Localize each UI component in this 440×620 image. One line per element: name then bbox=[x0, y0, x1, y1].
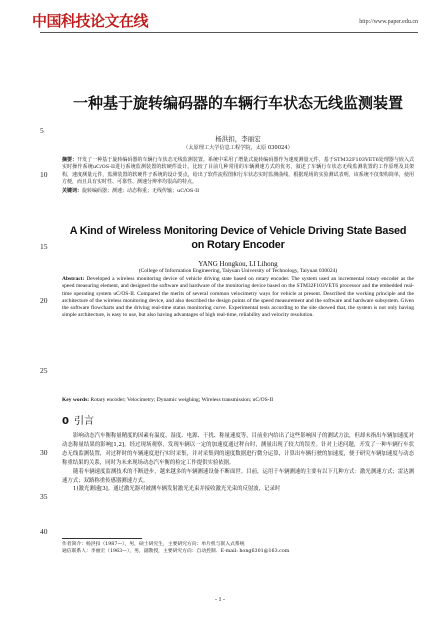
site-url[interactable]: http://www.paper.edu.cn bbox=[359, 19, 418, 25]
journal-logo bbox=[32, 10, 148, 31]
footnote bbox=[62, 541, 414, 555]
section-title: 引言 bbox=[73, 416, 94, 427]
logo-text: 中国科技论文在线 bbox=[32, 12, 149, 30]
line-number: 5 bbox=[40, 126, 44, 135]
line-number: 25 bbox=[40, 366, 48, 375]
page-header bbox=[10, 10, 430, 34]
title-cn: 一种基于旋转编码器的车辆行车状态无线监测装置 bbox=[72, 94, 403, 112]
abstract-en-text: Developed a wireless monitoring device of vehicle driving state based on rotary encoder. The system used an incremental rotary encoder as the speed measuring element, and designed the software and hardware of the monitoring device based on the STM32F103VET6 processor and the embedded real-time operating system uC/OS-II. Compared the merits of several common velocimetry ways for vehicle at present. Described the working principle and the architecture of the wireless monitoring device, and also described the design points of the speed measurement and the software and hardware subsystem. Given the software flowcharts and the driving real-time status monitoring curve. Experimental tests according to the site showed that, the system is not only having simple architecture, is easy to use, but also having advantages of high real-time, reliability and velocity resolution. bbox=[62, 276, 414, 319]
keywords-cn-text: 旋转编码器；测速；动态称重；无线传输；uC/OS-II bbox=[82, 188, 200, 194]
intro-body bbox=[62, 432, 414, 494]
keywords-en bbox=[62, 397, 414, 404]
abstract-cn-label: 摘要： bbox=[62, 157, 78, 163]
line-number: 20 bbox=[40, 296, 48, 305]
header-rule bbox=[40, 32, 418, 33]
body-paragraph: 1)激光测速[3]。通过激光器对被测车辆发射激光光束并接收激光光束的反射波，记录时 bbox=[73, 486, 281, 493]
affiliation-en: (College of Information Engineering, Taiyuan University of Technology, Taiyuan 030024) bbox=[138, 268, 338, 274]
line-number: 30 bbox=[40, 448, 48, 457]
affiliation-cn: （太原理工大学信息工程学院，太原 030024） bbox=[183, 145, 293, 151]
line-number: 35 bbox=[40, 492, 48, 501]
line-number: 10 bbox=[40, 170, 48, 179]
body-paragraph: 影响动态汽车衡称量精度的因素有温度、湿度、电源、干扰、称量速度等，目前业内给出了这些影响因子的测试方法，但却未指出车辆加速度对动态称量结果的影响[1,2]。经过现场观察，发现车辆以一定的加速度通过秤台时，测量出现了较大的误差。针对上述问题，开发了一种车辆行车状态无线监测装置，对过秤时的车辆速度进行实时采集，并对采集到的速度数据进行微分运算，计算出车辆行驶的加速度，便于研究车辆加速度与动态称重结果的关系，同时为未来现场动态汽车衡的检定工作提供实验依据。 bbox=[62, 433, 414, 466]
section-number: 0 bbox=[62, 416, 69, 427]
abstract-en-label: Abstract: bbox=[62, 276, 85, 282]
abstract-en bbox=[62, 276, 414, 320]
authors-en: YANG Hongkou, LI Lihong bbox=[198, 260, 278, 268]
section-heading bbox=[62, 412, 94, 427]
abstract-cn-text: 开发了一种基于旋转编码器的车辆行车状态无线监测装置。系统中采用了增量式旋转编码器作为速度测量元件，基于STM32F103VET6处理器与嵌入式实时操作系统uC/OS-II进行系统监测装置的软硬件设计。比较了目前几种常用的车辆测速方式的优劣，叙述了车辆行车状态无线监测装置的工作原理及其架构，速度测量元件，监测装置的软硬件子系统的设计要点，给出了软件流程图和行车状态实时监测曲线，根据现场的实验测试表明，该系统不仅架构简单，使用方便，而且具有实时性、可靠性、测速分辨率均很高的特点。 bbox=[62, 157, 414, 185]
body-paragraph: 随着车辆速度监测技术的不断进步，越来越多的车辆测速设备不断面世。目前，运用于车辆测速的主要有以下几种方式：激光测速方式；雷达测速方式；双路称重传感器测速方式。 bbox=[62, 468, 414, 484]
footnote-contact: 通信联系人：李丽宏（1963—），男，副教授，主要研究方向：自动控制．E-mail: hong6301@163.com bbox=[62, 549, 290, 554]
line-number: 15 bbox=[40, 242, 48, 251]
authors-cn: 杨洪扣，李丽宏 bbox=[215, 135, 261, 143]
footnote-rule bbox=[62, 538, 142, 539]
keywords-cn bbox=[62, 188, 414, 195]
abstract-cn bbox=[62, 157, 414, 186]
keywords-en-text: Rotary encoder; Velocimetry; Dynamic weighing; Wireless transmission; uC/OS-II bbox=[90, 397, 274, 403]
footnote-author-bio: 作者简介：杨洪扣（1987—），男，硕士研究生，主要研究方向：单片机与嵌入式系统 bbox=[62, 542, 245, 547]
page-number: - 1 - bbox=[215, 597, 225, 603]
title-en: A Kind of Wireless Monitoring Device of Vehicle Driving State Based on Rotary Encoder bbox=[69, 225, 407, 251]
line-number: 40 bbox=[40, 527, 48, 536]
keywords-en-label: Key words: bbox=[62, 397, 90, 403]
keywords-cn-label: 关键词： bbox=[62, 188, 83, 194]
